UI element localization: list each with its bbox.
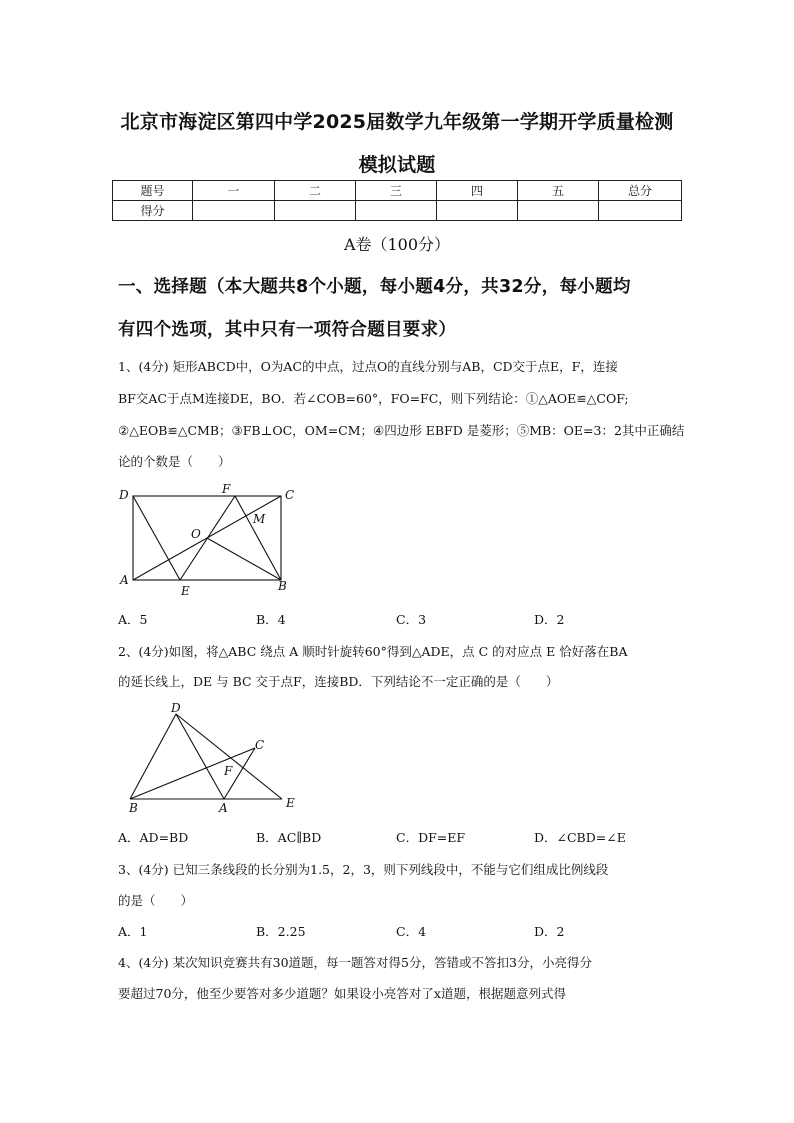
score-header-cell: 四 [437, 181, 518, 201]
q1-line3: ②△EOB≌△CMB；③FB⊥OC，OM=CM；④四边形 EBFD 是菱形；⑤MB：OE=3：2其中正确结 [118, 423, 685, 438]
q2-option-b[interactable]: B．AC∥BD [256, 830, 322, 845]
label-a: A [120, 573, 129, 587]
score-header-cell: 三 [356, 181, 437, 201]
q4-line1: 4、(4分) 某次知识竞赛共有30道题，每一题答对得5分，答错或不答扣3分，小亮得分 [118, 955, 592, 970]
q3-line2: 的是（ ） [118, 893, 194, 908]
q1-option-b[interactable]: B．4 [256, 612, 286, 627]
label-o: O [191, 527, 201, 541]
score-header-cell: 二 [275, 181, 356, 201]
section1-heading-line1: 一、选择题（本大题共8个小题，每小题4分，共32分，每小题均 [118, 277, 631, 297]
label-d: D [171, 701, 181, 715]
exam-title-line2: 模拟试题 [358, 154, 436, 176]
q2-triangle-figure [118, 700, 308, 818]
q1-line1: 1、(4分) 矩形ABCD中，O为AC的中点，过点O的直线分别与AB，CD交于点E，F，连接 [118, 359, 618, 374]
section1-heading-line2: 有四个选项，其中只有一项符合题目要求） [118, 320, 457, 340]
score-header-cell: 总分 [599, 181, 682, 201]
label-f: F [222, 482, 231, 496]
segment-de [176, 714, 282, 799]
score-cell [518, 201, 599, 221]
score-cell [437, 201, 518, 221]
q1-line4: 论的个数是（ ） [118, 454, 231, 469]
label-e: E [286, 796, 295, 810]
score-row-label: 得分 [113, 201, 193, 221]
label-f: F [224, 764, 233, 778]
label-b: B [129, 801, 138, 815]
q3-option-c[interactable]: C．4 [396, 924, 427, 939]
q2-line1: 2、(4分)如图，将△ABC 绕点 A 顺时针旋转60°得到△ADE，点 C 的对应点 E 恰好落在BA [118, 644, 628, 659]
label-a: A [219, 801, 228, 815]
label-d: D [119, 488, 129, 502]
q1-option-a[interactable]: A．5 [118, 612, 148, 627]
q2-option-d[interactable]: D．∠CBD=∠E [534, 830, 626, 845]
score-header-cell: 题号 [113, 181, 193, 201]
q3-line1: 3、(4分) 已知三条线段的长分别为1.5，2，3，则下列线段中，不能与它们组成比例线段 [118, 862, 609, 877]
label-b: B [278, 579, 287, 593]
q3-option-d[interactable]: D．2 [534, 924, 565, 939]
q1-option-d[interactable]: D．2 [534, 612, 565, 627]
q4-line2: 要超过70分，他至少要答对多少道题？如果设小亮答对了x道题，根据题意列式得 [118, 986, 566, 1001]
score-table-score-row [113, 201, 682, 221]
q3-option-a[interactable]: A．1 [118, 924, 148, 939]
score-cell [599, 201, 682, 221]
label-c: C [285, 488, 295, 502]
score-header-cell: 五 [518, 181, 599, 201]
segment-bc [130, 748, 255, 799]
exam-title-line1: 北京市海淀区第四中学2025届数学九年级第一学期开学质量检测 [120, 111, 674, 133]
segment-da [176, 714, 224, 799]
q3-option-b[interactable]: B．2.25 [256, 924, 306, 939]
q1-line2: BF交AC于点M连接DE，BO．若∠COB=60°，FO=FC，则下列结论：①△AOE≌△COF; [118, 391, 629, 406]
score-table-header-row [113, 181, 682, 201]
score-table [112, 180, 682, 221]
section-a-heading: A卷（100分） [343, 235, 451, 254]
score-header-cell: 一 [193, 181, 275, 201]
score-cell [356, 201, 437, 221]
q2-line2: 的延长线上，DE 与 BC 交于点F，连接BD．下列结论不一定正确的是（ ） [118, 674, 559, 689]
label-c: C [255, 738, 265, 752]
label-e: E [181, 584, 190, 598]
score-cell [193, 201, 275, 221]
segment-bd [130, 714, 176, 799]
q2-option-a[interactable]: A．AD=BD [118, 830, 189, 845]
q1-option-c[interactable]: C．3 [396, 612, 427, 627]
score-cell [275, 201, 356, 221]
q1-rectangle-figure [115, 482, 305, 602]
segment-de [133, 496, 180, 580]
label-m: M [253, 512, 266, 526]
q2-option-c[interactable]: C．DF=EF [396, 830, 466, 845]
